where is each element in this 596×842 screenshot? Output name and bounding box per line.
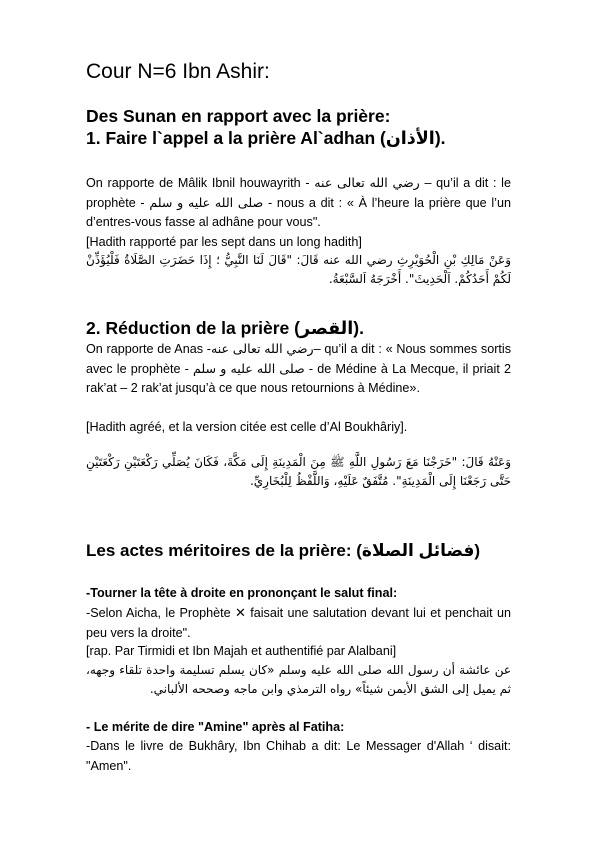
merit1-reference: [rap. Par Tirmidi et Ibn Majah et authentifié par Alalbani] (86, 644, 397, 658)
merit2-title: - Le mérite de dire "Amine" après al Fatiha: (86, 720, 345, 734)
section1-heading-line1: Des Sunan en rapport avec la prière: (86, 106, 391, 126)
section1-paragraph: On rapporte de Mâlik Ibnil houwayrith - رضي الله تعالى عنه – qu’il a dit : le prophète - صلى الله عليه و سلم - nous a dit : « À l’heure la prière que l’un d’entres-vous fasse al adhâne pour vous". (86, 176, 511, 229)
section1-arabic-hadith: وَعَنْ مَالِكِ بْنِ الْحُوَيْرِثِ رضي الله عنه قَالَ: "قَالَ لَنَا النَّبِيُّ ؛ إِذَا حَضَرَتِ الصَّلَاةُ فَلْيُؤَذِّنْ لَكُمْ أَحَدُكُمْ. اَلْحَدِيثَ". أَخْرَجَهُ اَلسَّبْعَةُ. (86, 253, 511, 286)
section1-reference: [Hadith rapporté par les sept dans un long hadith] (86, 235, 362, 249)
section1-heading-line2: 1. Faire l`appel a la prière Al`adhan (الأذان). (86, 128, 446, 148)
section2-paragraph: On rapporte de Anas -رضي الله تعالى عنه– qu’il a dit : « Nous sommes sortis avec le prophète - صلى الله عليه و سلم - de Médine à La Mecque, il priait 2 rak’at – 2 rak’at jusqu’à ce que nous retournions à Médine». (86, 342, 511, 395)
merit1-arabic-hadith: عن عائشة أن رسول الله صلى الله عليه وسلم «كان يسلم تسليمة واحدة تلقاء وجهه، ثم يميل إلى الشق الأيمن شيئاً» رواه الترمذي وابن ماجه وصححه الألباني. (86, 663, 511, 696)
merit1-text-a: -Selon Aicha, le Prophète (86, 606, 231, 620)
salutation-symbol-icon: ✕ (235, 605, 246, 620)
merit2-text: -Dans le livre de Bukhâry, Ibn Chihab a dit: Le Messager d'Allah ‘ disait: "Amen". (86, 739, 511, 773)
section2-arabic-hadith: وَعَنْهُ قَالَ: "خَرَجْنَا مَعَ رَسُولِ اللَّهِ ﷺ مِنَ الْمَدِينَةِ إِلَى مَكَّةَ، فَكَانَ يُصَلِّي رَكْعَتَيْنِ رَكْعَتَيْنِ حَتَّى رَجَعْنَا إِلَى الْمَدِينَةِ". مُتَّفَقٌ عَلَيْهِ، وَاللَّفْظُ لِلْبُخَارِيِّ. (86, 455, 511, 488)
page-title: Cour N=6 Ibn Ashir: (86, 60, 270, 83)
merit1-text-b: faisait une salutation devant lui et penchait un peu vers la droite". (86, 606, 511, 640)
section2-reference: [Hadith agréé, et la version citée est celle d’Al Boukhâriy]. (86, 420, 408, 434)
merit1-title: -Tourner la tête à droite en prononçant le salut final: (86, 586, 398, 600)
merit1-text (86, 603, 511, 643)
section2-heading: 2. Réduction de la prière (القصر). (86, 318, 364, 338)
section3-heading: Les actes méritoires de la prière: (فضائل الصلاة) (86, 541, 481, 560)
